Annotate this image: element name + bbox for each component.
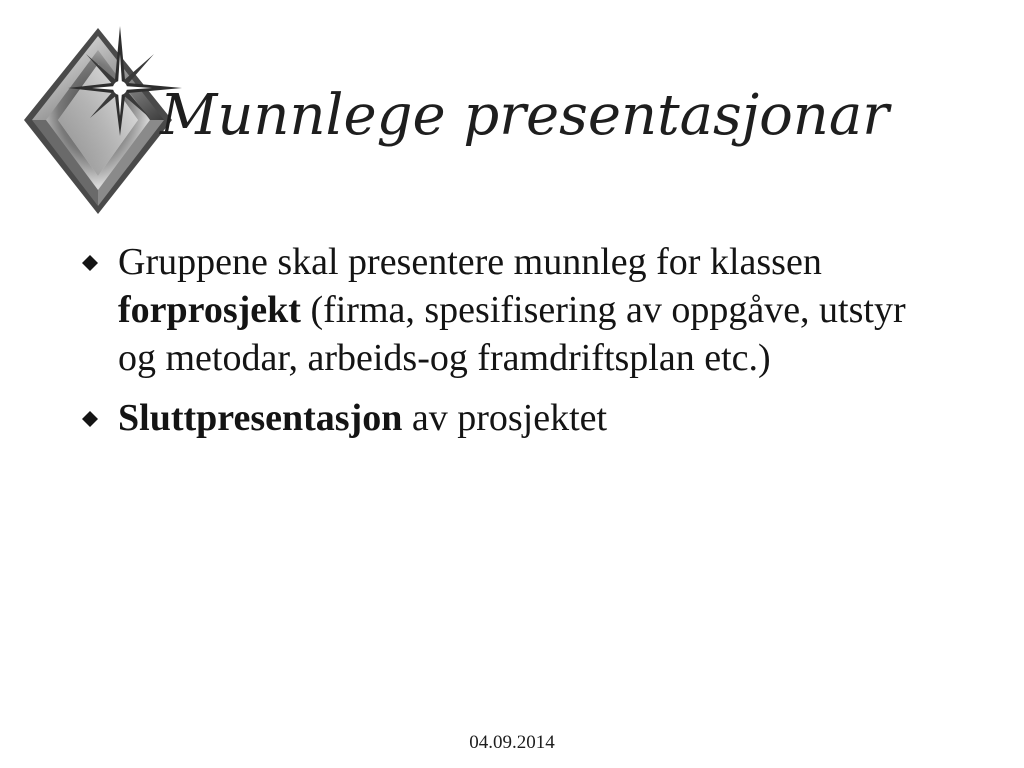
footer-date: 04.09.2014 — [469, 732, 555, 753]
diamond-bullet-icon — [82, 255, 98, 271]
bullet-bold-text: Sluttpresentasjon — [118, 397, 403, 439]
bullet-bold-text: forprosjekt — [118, 289, 301, 331]
bullet-item-forprosjekt — [80, 238, 940, 382]
diamond-bullet-icon — [82, 411, 98, 427]
bullet-text-after: av prosjektet — [402, 397, 608, 439]
bullet-list — [80, 238, 940, 454]
slide-title: Munnlege presentasjonar — [160, 83, 890, 148]
bullet-text-before: Gruppene skal presentere munnleg for klassen — [118, 241, 822, 283]
bullet-text-after: (firma, spesifisering av oppgåve, utstyr og metodar, arbeids-og framdriftsplan etc.) — [118, 289, 906, 379]
bullet-item-sluttpresentasjon — [80, 394, 940, 442]
